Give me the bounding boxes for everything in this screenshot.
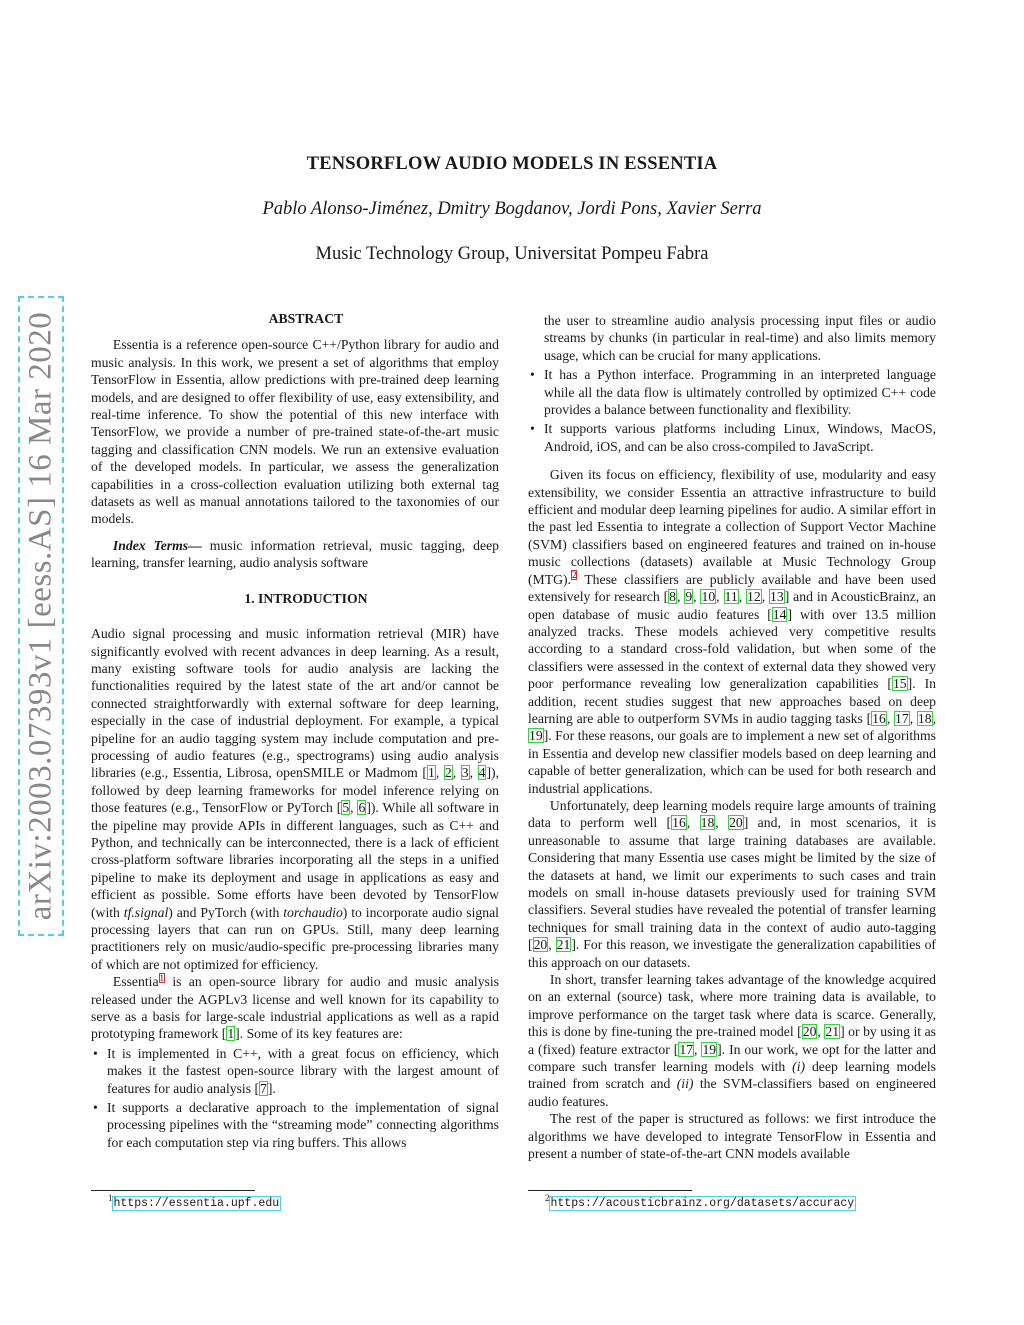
citation-link[interactable]: 7 [260,1080,267,1096]
paper-authors: Pablo Alonso-Jiménez, Dmitry Bogdanov, Jordi Pons, Xavier Serra [262,199,762,219]
index-terms-text: music information retrieval, music tagging, deep learning, transfer learning, audio analysis software [91,537,500,571]
intro-paragraph-2: Essentia$^1$ is an open-source library for audio and music analysis released under the AGPLv3 license and well known for its capability to serve as a basis for large-scale industrial applications as well as a rapid prototyping framework [1]. Some of its key features are: [91,972,499,1042]
intro-heading: 1. INTRODUCTION [244,590,368,606]
feature-list-continued [528,312,936,455]
footnote-rule [528,1190,692,1191]
list-item: • It supports various platforms including Linux, Windows, MacOS, Android, iOS, and can be also cross-compiled to JavaScript. [530,421,936,454]
citation-link[interactable]: 3 [461,765,469,781]
footnote-rule [91,1190,255,1191]
citation-link[interactable]: 6 [358,800,366,816]
arxiv-stamp [18,296,64,936]
citation-link[interactable]: 19 [529,728,543,744]
citation-link[interactable]: 17 [679,1041,694,1057]
right-column [528,310,936,1163]
intro-paragraph-6: The rest of the paper is structured as follows: we first introduce the algorithms we have developed to integrate TensorFlow in Essentia and present a number of state-of-the-art CNN models available [528,1111,936,1162]
paper-affiliation: Music Technology Group, Universitat Pompeu Fabra [315,244,709,264]
list-item: • It has a Python interface. Programming in an interpreted language while all the data flow is ultimately controlled by optimized C++ code provides a balance between functionality and flexibility. [530,367,936,418]
citation-link[interactable]: 8 [669,589,676,605]
citation-link[interactable]: 18 [700,815,715,831]
citation-link[interactable]: 19 [702,1041,717,1057]
footnote-url[interactable]: https://acousticbrainz.org/datasets/accuracy [550,1197,855,1210]
footnote-2: $^2$https://acousticbrainz.org/datasets/accuracy [545,1193,855,1210]
citation-link[interactable]: 20 [729,815,743,831]
list-item: the user to streamline audio analysis processing input files or audio streams by chunks (in particular in real-time) and also limits memory usage, which can be crucial for many applications. [544,313,936,363]
citation-link[interactable]: 9 [685,589,693,605]
footnote-url[interactable]: https://essentia.upf.edu [113,1197,280,1210]
citation-link[interactable]: 10 [701,589,716,605]
left-column [91,310,499,1153]
list-item: • It supports a declarative approach to the implementation of signal processing pipelines with the “streaming mode” connecting algorithms for each computation step via ring buffers. This allows [93,1100,499,1150]
footnote-1: $^1$https://essentia.upf.edu [108,1193,280,1210]
citation-link[interactable]: 21 [825,1024,840,1040]
citation-link[interactable]: 20 [533,937,548,953]
citation-link[interactable]: 13 [770,589,784,605]
citation-link[interactable]: 16 [672,815,686,831]
citation-link[interactable]: 15 [892,676,907,692]
index-terms [91,537,499,572]
citation-link[interactable]: 2 [444,765,452,781]
arxiv-id: arXiv:2003.07393v1 [eess.AS] 16 Mar 2020 [22,311,59,921]
citation-link[interactable]: 12 [747,589,761,605]
intro-paragraph-3: Given its focus on efficiency, flexibility of use, modularity and easy extensibility, we consider Essentia an attractive infrastructure to build efficient and modular deep learning pipelines for audio. A similar effort in the past led Essentia to integrate a collection of Support Vector Machine (SVM) classifiers based on engineered features and trained on in-house music collections (datasets) available at Music Technology Group (MTG).$^2$ These classifiers are publicly available and have been used extensively for research [8, 9, 10, 11, 12, 13] and in AcousticBrainz, an open database of music audio features [14] with over 13.5 million analyzed tracks. These models achieved very competitive results according to a standard cross-fold validation, but when some of the classifiers were assessed in the context of external data they showed very poor performance revealing low generalization capabilities [15]. In addition, recent studies suggest that new approaches based on deep learning are able to outperform SVMs in audio tagging tasks [16, 17, 18, 19]. For these reasons, our goals are to implement a new set of algorithms in Essentia and develop new classifier models based on deep learning and capable of better generalization, which can be used for both research and industrial applications. [528,467,937,796]
abstract-heading: ABSTRACT [268,311,344,326]
list-item: • It is implemented in C++, with a great focus on efficiency, which makes it the fastest open-source library with the largest amount of features for audio analysis [7]. [93,1045,499,1096]
citation-link[interactable]: 21 [556,937,571,953]
abstract-text: Essentia is a reference open-source C++/Python library for audio and music analysis. In this work, we present a set of algorithms that employ TensorFlow in Essentia, allow predictions with pre-trained deep learning models, and are designed to offer flexibility of use, easy extensibility, and real-time inference. To show the potential of this new interface with TensorFlow, we provide a number of pre-trained state-of-the-art music tagging and classification CNN models. We run an extensive evaluation of the developed models. In particular, we assess the generalization capabilities in a cross-collection evaluation utilizing both external tag datasets as well as manual annotations tailored to the taxonomies of our models. [91,337,499,527]
citation-link[interactable]: 1 [427,765,435,781]
citation-link[interactable]: 4 [478,765,486,781]
citation-link[interactable]: 1 [227,1026,235,1042]
feature-list [91,1045,499,1151]
citation-link[interactable]: 20 [802,1024,817,1040]
intro-paragraph-1: Audio signal processing and music information retrieval (MIR) have significantly evolved with recent advances in deep learning. As a result, many existing software tools for audio analysis are lacking the functionalities required by the latest state of the art and/or cannot be connected straightforwardly with external software for deep learning, especially in the case of industrial deployment. For example, a typical pipeline for an audio tagging system may include computation and pre-processing of audio features (e.g., spectrograms) using audio analysis libraries (e.g., Essentia, Librosa, openSMILE or Madmom [1, 2, 3, 4]), followed by deep learning frameworks for model inference relying on those features (e.g., TensorFlow or PyTorch [5, 6]). While all software in the pipeline may provide APIs in different languages, such as C++ and Python, and technically can be interconnected, there is a lack of efficient cross-platform software libraries incorporating all the steps in a unified pipeline to make its deployment and usage in applications as easy and efficient as possible. Some efforts have been devoted by TensorFlow (with tf.signal) and PyTorch (with torchaudio) to incorporate audio signal processing layers that can run on GPUs. Still, many deep learning practitioners rely on music/audio-specific pre-processing libraries many of which are not optimized for efficiency. [91,626,500,972]
citation-link[interactable]: 17 [895,710,909,726]
citation-link[interactable]: 16 [872,710,886,726]
citation-link[interactable]: 5 [342,800,350,816]
paper-title: TENSORFLOW AUDIO MODELS IN ESSENTIA [306,154,718,174]
footnote-ref[interactable]: 2 [571,570,577,581]
index-terms-label: Index Terms— [112,537,202,553]
citation-link[interactable]: 14 [772,606,787,622]
citation-link[interactable]: 18 [917,710,932,726]
footnote-ref[interactable]: 1 [159,972,165,983]
citation-link[interactable]: 11 [724,589,738,605]
intro-paragraph-5: In short, transfer learning takes advantage of the knowledge acquired on an external (source) task, where more training data is available, to improve performance on the target task where data is scarce. Generally, this is done by fine-tuning the pre-trained model [20, 21] or by using it as a (fixed) feature extractor [17, 19]. In our work, we opt for the latter and compare such transfer learning models with (i) deep learning models trained from scratch and (ii) the SVM-classifiers based on engineered audio features. [528,972,936,1109]
intro-paragraph-4: Unfortunately, deep learning models require large amounts of training data to perform well [16, 18, 20] and, in most scenarios, it is unreasonable to assume that large training databases are available. Considering that many Essentia use cases might be limited by the size of the datasets at hand, we limit our experiments to such cases and train models on small in-house datasets previously used for training SVM classifiers. Several studies have revealed the potential of transfer learning techniques for small training data in the context of audio auto-tagging [20, 21]. For this reason, we investigate the generalization capabilities of this approach on our datasets. [528,797,937,970]
